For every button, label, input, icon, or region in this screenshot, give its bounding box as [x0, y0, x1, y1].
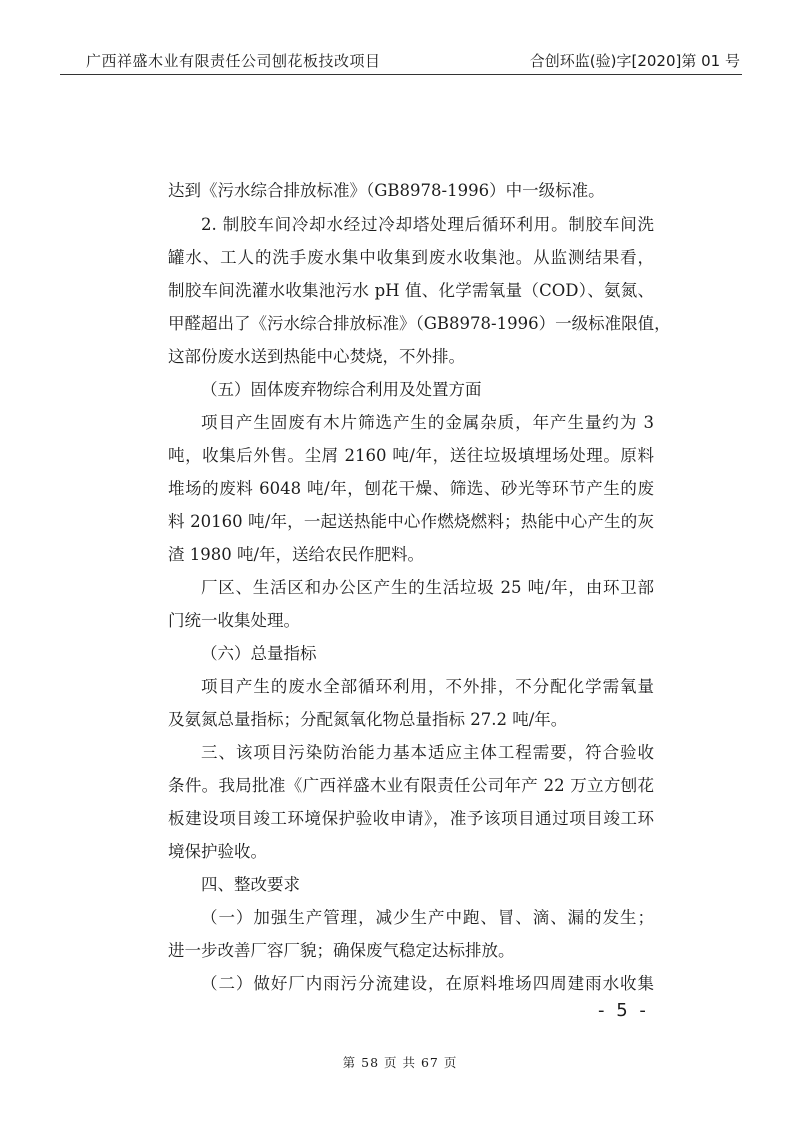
- text-line: 2. 制胶车间冷却水经过冷却塔处理后循环利用。制胶车间洗: [201, 215, 654, 234]
- section-heading: 四、整改要求: [201, 875, 300, 894]
- text-line: 渣 1980 吨/年，送给农民作肥料。: [168, 545, 425, 564]
- text-line: 这部份废水送到热能中心焚烧，不外排。: [168, 347, 465, 366]
- text-line: 条件。我局批准《广西祥盛木业有限责任公司年产 22 万立方刨花: [168, 776, 654, 795]
- section-heading: （六）总量指标: [201, 644, 317, 663]
- text-line: 厂区、生活区和办公区产生的生活垃圾 25 吨/年，由环卫部: [201, 578, 654, 597]
- text-line: 进一步改善厂容厂貌；确保废气稳定达标排放。: [168, 941, 515, 960]
- text-line: 项目产生的废水全部循环利用，不外排，不分配化学需氧量: [201, 677, 654, 696]
- text-line: 境保护验收。: [168, 842, 267, 861]
- text-line: 三、该项目污染防治能力基本适应主体工程需要，符合验收: [201, 743, 654, 762]
- page-footer: 第 58 页 共 67 页: [342, 1055, 458, 1070]
- page-number: - 5 -: [598, 1000, 649, 1021]
- text-line: 堆场的废料 6048 吨/年，刨花干燥、筛选、砂光等环节产生的废: [168, 479, 654, 498]
- text-line: 料 20160 吨/年，一起送热能中心作燃烧燃料；热能中心产生的灰: [168, 512, 654, 531]
- text-line: 甲醛超出了《污水综合排放标准》（GB8978-1996）一级标准限值，: [168, 314, 671, 333]
- text-line: 板建设项目竣工环境保护验收申请》，准予该项目通过项目竣工环: [168, 809, 654, 828]
- text-line: （一）加强生产管理，减少生产中跑、冒、滴、漏的发生；: [201, 908, 654, 927]
- text-line: （二）做好厂内雨污分流建设，在原料堆场四周建雨水收集: [201, 974, 654, 993]
- header-document-number: 合创环监(验)字[2020]第 01 号: [529, 52, 740, 70]
- text-line: 吨，收集后外售。尘屑 2160 吨/年，送往垃圾填埋场处理。原料: [168, 446, 654, 465]
- header-project-title: 广西祥盛木业有限责任公司刨花板技改项目: [86, 52, 381, 70]
- text-line: 及氨氮总量指标；分配氮氧化物总量指标 27.2 吨/年。: [168, 710, 568, 729]
- text-line: 罐水、工人的洗手废水集中收集到废水收集池。从监测结果看，: [168, 248, 654, 267]
- text-line: 项目产生固废有木片筛选产生的金属杂质，年产生量约为 3: [201, 413, 654, 432]
- section-heading: （五）固体废弃物综合利用及处置方面: [201, 380, 482, 399]
- text-line: 制胶车间洗灌水收集池污水 pH 值、化学需氧量（COD）、氨氮、: [168, 281, 654, 300]
- text-line: 达到《污水综合排放标准》（GB8978-1996）中一级标准。: [168, 181, 605, 200]
- text-line: 门统一收集处理。: [168, 611, 300, 630]
